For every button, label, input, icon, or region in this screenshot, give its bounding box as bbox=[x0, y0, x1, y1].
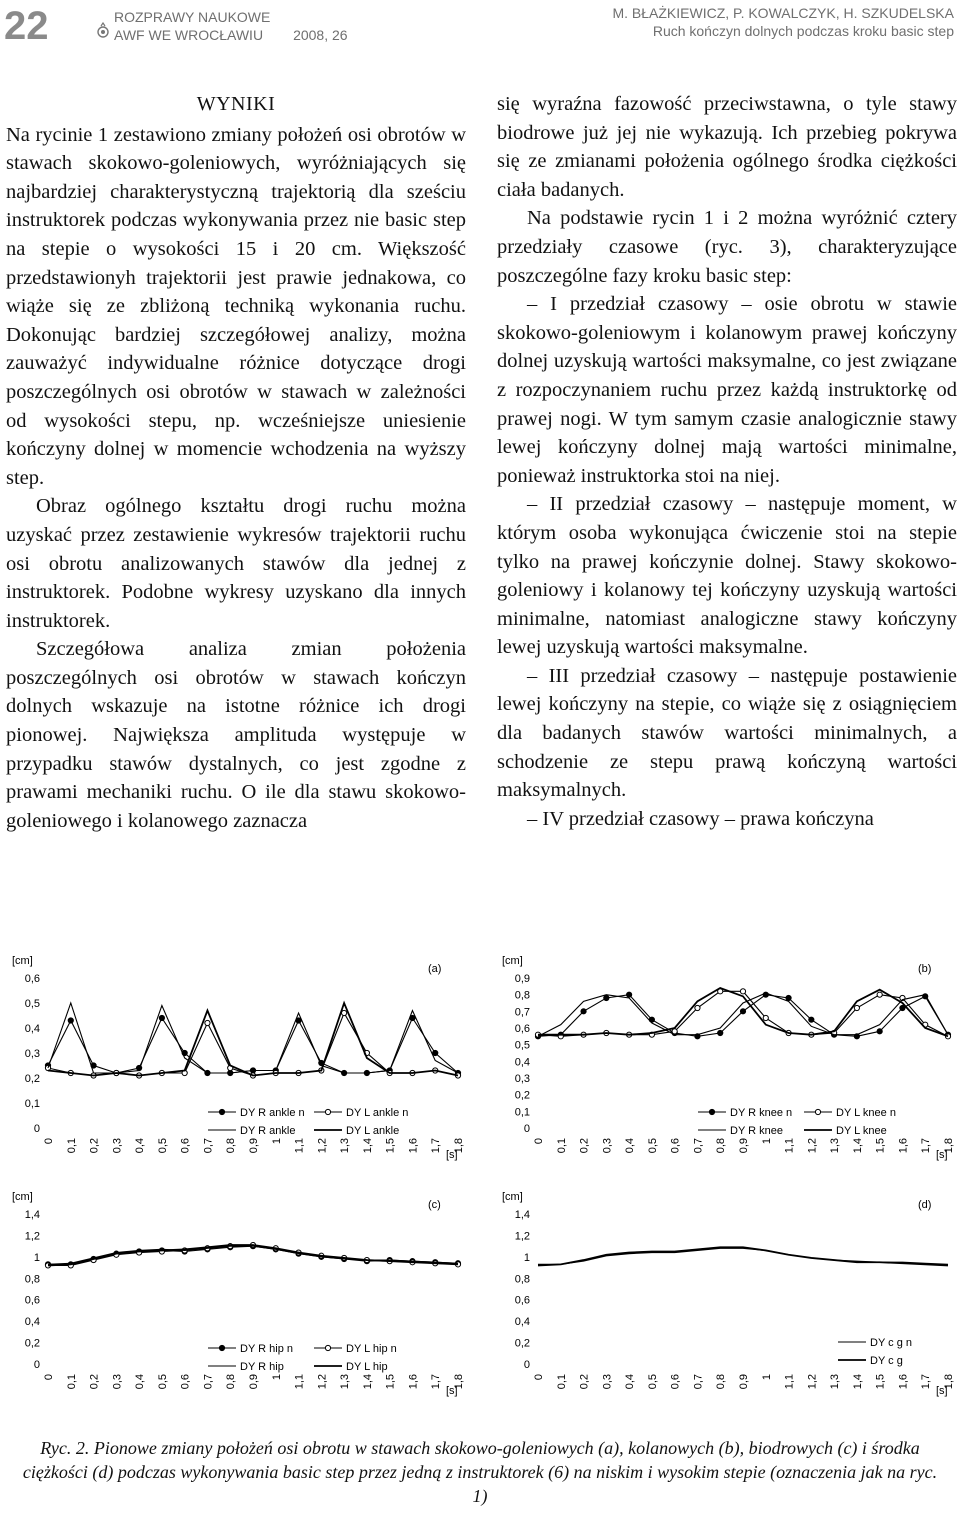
paragraph: – IV przedział czasowy – prawa kończyna bbox=[527, 807, 874, 830]
x-tick-label: 0,7 bbox=[692, 1138, 705, 1154]
data-point bbox=[763, 1015, 768, 1020]
x-tick-label: 0 bbox=[533, 1138, 545, 1145]
x-tick-label: 1,5 bbox=[384, 1138, 397, 1154]
y-tick-label: 0,4 bbox=[514, 1316, 530, 1329]
x-tick-label: 1,1 bbox=[293, 1138, 306, 1154]
y-tick-label: 0 bbox=[33, 1123, 40, 1135]
legend-entry: DY R knee n bbox=[730, 1107, 793, 1119]
x-tick-label: 1,3 bbox=[829, 1138, 842, 1154]
data-point bbox=[581, 1009, 586, 1014]
x-tick-label: 1,7 bbox=[430, 1138, 443, 1154]
x-tick-label: 0,5 bbox=[646, 1138, 659, 1154]
y-tick-label: 0,9 bbox=[514, 973, 530, 985]
series-line-dy-l-ankle bbox=[48, 1003, 458, 1076]
data-point bbox=[740, 1009, 745, 1014]
data-point bbox=[68, 1018, 73, 1023]
legend-entry: DY L knee bbox=[836, 1125, 887, 1137]
data-point bbox=[877, 992, 882, 997]
page-number: 22 bbox=[4, 4, 49, 48]
legend-entry: DY R hip n bbox=[240, 1343, 293, 1355]
paragraph: – III przedział czasowy – następuje postawienie lewej kończyny na stepie, co wiąże się z osiągnięciem dla badanych stawów wartości minimalnych, a schodzenie ze stepu prawą kończyną wartości maksymalnych. bbox=[497, 664, 957, 802]
x-tick-label: 1,1 bbox=[783, 1374, 796, 1390]
y-tick-label: 0,4 bbox=[24, 1316, 40, 1329]
legend-marker bbox=[325, 1345, 330, 1350]
year-volume: 2008, 26 bbox=[293, 27, 348, 43]
x-axis-label: [s] bbox=[446, 1149, 458, 1161]
x-tick-label: 0,6 bbox=[179, 1138, 192, 1154]
x-axis-label: [s] bbox=[446, 1385, 458, 1397]
legend-entry: DY L hip n bbox=[346, 1343, 397, 1355]
left-column bbox=[6, 90, 466, 835]
series-line-dy-r-knee-n bbox=[538, 995, 948, 1037]
running-header bbox=[612, 4, 954, 40]
x-tick-label: 1,4 bbox=[851, 1138, 864, 1154]
x-tick-label: 0,4 bbox=[624, 1138, 637, 1154]
y-tick-label: 0,3 bbox=[514, 1073, 530, 1085]
x-tick-label: 1,7 bbox=[430, 1374, 443, 1390]
legend-entry: DY L ankle n bbox=[346, 1107, 409, 1119]
y-tick-label: 1,4 bbox=[24, 1209, 40, 1221]
x-tick-label: 0,2 bbox=[88, 1138, 101, 1154]
paragraph: – I przedział czasowy – osie obrotu w stawie skokowo-goleniowym i kolanowym prawej kończyny dolnej uzyskują wartości maksymalne, co jest związane z rozpoczynaniem ruchu przez każdą instruktorkę od prawej nogi. W tym samym czasie analogicznie stawy lewej kończyny dolnej mają wartości minimalne, ponieważ instruktorka stoi na niej. bbox=[497, 293, 957, 487]
x-tick-label: 0,7 bbox=[202, 1138, 215, 1154]
y-tick-label: 0,6 bbox=[24, 1294, 40, 1307]
journal-title bbox=[114, 8, 348, 44]
x-tick-label: 0 bbox=[43, 1138, 55, 1145]
y-tick-label: 0,2 bbox=[24, 1073, 40, 1085]
y-tick-label: 0,5 bbox=[514, 1039, 530, 1052]
journal-line2: AWF WE WROCŁAWIU bbox=[114, 27, 264, 43]
x-tick-label: 1,2 bbox=[806, 1138, 819, 1154]
y-axis-label: [cm] bbox=[502, 955, 523, 967]
series-line-dy-c-g bbox=[538, 1247, 948, 1265]
x-tick-label: 0,9 bbox=[248, 1374, 260, 1390]
legend-entry: DY c g n bbox=[870, 1337, 912, 1349]
data-point bbox=[695, 1005, 700, 1010]
y-tick-label: 0,8 bbox=[24, 1273, 40, 1286]
x-tick-label: 0,5 bbox=[646, 1374, 659, 1390]
x-tick-label: 1,5 bbox=[874, 1138, 887, 1154]
y-tick-label: 0,1 bbox=[24, 1098, 40, 1110]
legend-entry: DY c g bbox=[870, 1355, 903, 1367]
paragraph: Szczegółowa analiza zmian położenia poszczególnych osi obrotów w stawach kończyn dolnych wskazuje na istotne różnice ich drogi pionowej. Największa amplituda występuje w przypadku stawów dystalnych, co jest zgodne z prawami mechaniki ruchu. O ile dla stawu skokowo-goleniowego i kolanowego zaznacza bbox=[6, 638, 466, 832]
x-tick-label: 0,9 bbox=[248, 1138, 260, 1154]
x-tick-label: 1,4 bbox=[361, 1138, 374, 1154]
x-tick-label: 0,3 bbox=[111, 1138, 124, 1154]
x-axis-label: [s] bbox=[936, 1385, 948, 1397]
x-tick-label: 0,3 bbox=[601, 1374, 614, 1390]
x-tick-label: 0,8 bbox=[225, 1138, 238, 1154]
y-tick-label: 0,7 bbox=[514, 1006, 530, 1019]
x-tick-label: 0,7 bbox=[202, 1374, 215, 1390]
x-tick-label: 1 bbox=[270, 1138, 283, 1145]
legend-entry: DY L knee n bbox=[836, 1107, 896, 1119]
data-point bbox=[433, 1050, 438, 1055]
x-tick-label: 1,3 bbox=[339, 1374, 352, 1390]
authors: M. BŁAŻKIEWICZ, P. KOWALCZYK, H. SZKUDELSKA bbox=[612, 5, 954, 21]
x-tick-label: 1,1 bbox=[783, 1138, 796, 1154]
y-axis-label: [cm] bbox=[12, 955, 33, 967]
chart-knee bbox=[490, 950, 960, 1180]
paragraph: Na rycinie 1 zestawiono zmiany położeń osi obrotów w stawach skokowo-goleniowych, wyróżniających się najbardziej charakterystyczną trajektorią dla sześciu instruktorek podczas wykonywania przez nie basic step na stepie o wysokości 15 i 20 cm. Większość przedstawionyh trajektorii jest prawie jednakowa, co wiąże się ze zbliżoną techniką wykonania ruchu. Dokonując bardziej szczegółowej analizy, można zauważyć indywidualne różnice dotyczące drogi poszczególnych osi obrotów w stawach w zależności od wysokości stepu, np. wcześniejsze uniesienie kończyny dolnej w momencie wchodzenia na wyższy step. bbox=[6, 123, 466, 489]
series-line-dy-r-ankle bbox=[48, 1003, 458, 1073]
data-point bbox=[854, 1005, 859, 1010]
y-tick-label: 0,4 bbox=[514, 1056, 530, 1069]
x-tick-label: 0,2 bbox=[578, 1374, 591, 1390]
x-tick-label: 1,4 bbox=[361, 1374, 374, 1390]
journal-line1: ROZPRAWY NAUKOWE bbox=[114, 9, 271, 25]
x-tick-label: 0 bbox=[533, 1374, 545, 1381]
x-tick-label: 0,6 bbox=[669, 1138, 682, 1154]
y-tick-label: 1,4 bbox=[514, 1209, 530, 1221]
x-tick-label: 0,8 bbox=[715, 1138, 728, 1154]
section-heading: WYNIKI bbox=[196, 93, 276, 115]
x-tick-label: 1,6 bbox=[407, 1374, 420, 1390]
chart-hip bbox=[0, 1186, 470, 1416]
legend-marker bbox=[815, 1109, 820, 1114]
panel-label: (b) bbox=[918, 963, 932, 975]
x-tick-label: 1,5 bbox=[874, 1374, 887, 1390]
y-tick-label: 1 bbox=[523, 1251, 530, 1264]
data-point bbox=[205, 1020, 210, 1025]
x-tick-label: 1 bbox=[270, 1374, 283, 1381]
legend-entry: DY R hip bbox=[240, 1361, 284, 1373]
y-tick-label: 0,2 bbox=[24, 1337, 40, 1350]
x-tick-label: 1,7 bbox=[920, 1138, 933, 1154]
x-tick-label: 0,8 bbox=[225, 1374, 238, 1390]
journal-logo-icon bbox=[96, 22, 110, 38]
y-tick-label: 1 bbox=[33, 1251, 40, 1264]
data-point bbox=[718, 1030, 723, 1035]
x-tick-label: 0,2 bbox=[578, 1138, 591, 1154]
data-point bbox=[604, 995, 609, 1000]
data-point bbox=[786, 995, 791, 1000]
x-tick-label: 0,1 bbox=[555, 1138, 568, 1154]
data-point bbox=[877, 1029, 882, 1034]
legend-entry: DY L ankle bbox=[346, 1125, 400, 1137]
y-tick-label: 0,4 bbox=[24, 1023, 40, 1035]
x-tick-label: 0,3 bbox=[601, 1138, 614, 1154]
chart-ankle bbox=[0, 950, 470, 1180]
x-tick-label: 1,5 bbox=[384, 1374, 397, 1390]
legend-entry: DY R ankle bbox=[240, 1125, 296, 1137]
legend-entry: DY L hip bbox=[346, 1361, 388, 1373]
x-tick-label: 1,8 bbox=[453, 1374, 465, 1390]
x-tick-label: 1,2 bbox=[316, 1374, 329, 1390]
y-tick-label: 0,2 bbox=[514, 1337, 530, 1350]
series-line-dy-r-ankle-n bbox=[48, 1018, 458, 1073]
figure-caption: Ryc. 2. Pionowe zmiany położeń osi obrotu w stawach skokowo-goleniowych (a), kolanowych (b), biodrowych (c) i środka ciężkości (d) podczas wykonywania basic step przez jedną z instruktorek (6) na niskim i wysokim stepie (oznaczenia jak na ryc. 1) bbox=[22, 1438, 938, 1506]
x-tick-label: 1,4 bbox=[851, 1374, 864, 1390]
y-tick-label: 0,1 bbox=[514, 1106, 530, 1119]
x-tick-label: 1,6 bbox=[897, 1138, 910, 1154]
x-tick-label: 0,9 bbox=[738, 1374, 750, 1390]
y-tick-label: 1,2 bbox=[24, 1230, 40, 1243]
x-tick-label: 0,9 bbox=[738, 1138, 750, 1154]
x-tick-label: 1,8 bbox=[943, 1374, 955, 1390]
series-line-dy-l-ankle-n bbox=[48, 1013, 458, 1076]
x-tick-label: 1,1 bbox=[293, 1374, 306, 1390]
x-tick-label: 0,6 bbox=[669, 1374, 682, 1390]
x-tick-label: 1,6 bbox=[897, 1374, 910, 1390]
data-point bbox=[809, 1017, 814, 1022]
legend-marker bbox=[219, 1109, 224, 1114]
x-tick-label: 0,5 bbox=[156, 1138, 169, 1154]
x-tick-label: 1 bbox=[760, 1374, 773, 1381]
x-tick-label: 0,1 bbox=[555, 1374, 568, 1390]
x-tick-label: 0,4 bbox=[624, 1374, 637, 1390]
paragraph: się wyraźna fazowość przeciwstawna, o tyle stawy biodrowe już jej nie wykazują. Ich przebieg pokrywa się ze zmianami położenia ogólnego środka ciężkości ciała badanych. bbox=[497, 93, 957, 201]
y-axis-label: [cm] bbox=[12, 1191, 33, 1203]
y-tick-label: 0,8 bbox=[514, 1273, 530, 1286]
panel-label: (d) bbox=[918, 1199, 932, 1211]
x-tick-label: 1 bbox=[760, 1138, 773, 1145]
legend-marker bbox=[709, 1109, 714, 1114]
y-tick-label: 0 bbox=[33, 1359, 40, 1371]
series-line-dy-r-knee bbox=[538, 993, 948, 1036]
x-tick-label: 1,6 bbox=[407, 1138, 420, 1154]
data-point bbox=[740, 989, 745, 994]
running-title: Ruch kończyn dolnych podczas kroku basic step bbox=[652, 23, 954, 39]
x-tick-label: 0,4 bbox=[134, 1138, 147, 1154]
x-tick-label: 1,3 bbox=[829, 1374, 842, 1390]
x-axis-label: [s] bbox=[936, 1149, 948, 1161]
data-point bbox=[627, 992, 632, 997]
y-tick-label: 1,2 bbox=[514, 1230, 530, 1243]
legend-entry: DY R ankle n bbox=[240, 1107, 305, 1119]
y-tick-label: 0,8 bbox=[514, 989, 530, 1002]
x-tick-label: 1,3 bbox=[339, 1138, 352, 1154]
x-tick-label: 0,4 bbox=[134, 1374, 147, 1390]
y-tick-label: 0,5 bbox=[24, 998, 40, 1010]
y-tick-label: 0,6 bbox=[24, 973, 40, 985]
x-tick-label: 0,2 bbox=[88, 1374, 101, 1390]
x-tick-label: 0,7 bbox=[692, 1374, 705, 1390]
y-tick-label: 0,2 bbox=[514, 1089, 530, 1102]
x-tick-label: 0,1 bbox=[65, 1138, 78, 1154]
x-tick-label: 1,8 bbox=[943, 1138, 955, 1154]
x-tick-label: 0,3 bbox=[111, 1374, 124, 1390]
x-tick-label: 1,2 bbox=[806, 1374, 819, 1390]
paragraph: – II przedział czasowy – następuje moment, w którym osoba wykonująca ćwiczenie stoi na stepie tylko na prawej kończynie dolnej. Stawy skokowo-goleniowy i kolanowy tej kończyny uzyskują wartości minimalne, natomiast analogiczne stawy kończyny lewej uzyskują wartości maksymalne. bbox=[497, 493, 957, 659]
x-tick-label: 0 bbox=[43, 1374, 55, 1381]
paragraph: Na podstawie rycin 1 i 2 można wyróżnić cztery przedziały czasowe (ryc. 3), charakteryzujące poszczególne fazy kroku basic step: bbox=[497, 207, 957, 287]
legend-entry: DY R knee bbox=[730, 1125, 783, 1137]
y-tick-label: 0,3 bbox=[24, 1048, 40, 1060]
y-axis-label: [cm] bbox=[502, 1191, 523, 1203]
x-tick-label: 0,8 bbox=[715, 1374, 728, 1390]
chart-center-of-gravity bbox=[490, 1186, 960, 1416]
x-tick-label: 1,8 bbox=[453, 1138, 465, 1154]
y-tick-label: 0,6 bbox=[514, 1294, 530, 1307]
x-tick-label: 0,6 bbox=[179, 1374, 192, 1390]
paragraph: Obraz ogólnego kształtu drogi ruchu można uzyskać przez zestawienie wykresów trajektorii ruchu osi obrotu analizowanych stawów dla jednej z instruktorek. Podobne wykresy uzyskano dla innych instruktorek. bbox=[6, 495, 466, 632]
x-tick-label: 1,7 bbox=[920, 1374, 933, 1390]
right-column bbox=[497, 90, 957, 833]
y-tick-label: 0 bbox=[523, 1359, 530, 1371]
panel-label: (c) bbox=[428, 1199, 441, 1211]
legend-marker bbox=[325, 1109, 330, 1114]
x-tick-label: 0,5 bbox=[156, 1374, 169, 1390]
y-tick-label: 0 bbox=[523, 1123, 530, 1135]
y-tick-label: 0,6 bbox=[514, 1023, 530, 1035]
x-tick-label: 0,1 bbox=[65, 1374, 78, 1390]
legend-marker bbox=[219, 1345, 224, 1350]
panel-label: (a) bbox=[428, 963, 442, 975]
x-tick-label: 1,2 bbox=[316, 1138, 329, 1154]
data-point bbox=[159, 1015, 164, 1020]
